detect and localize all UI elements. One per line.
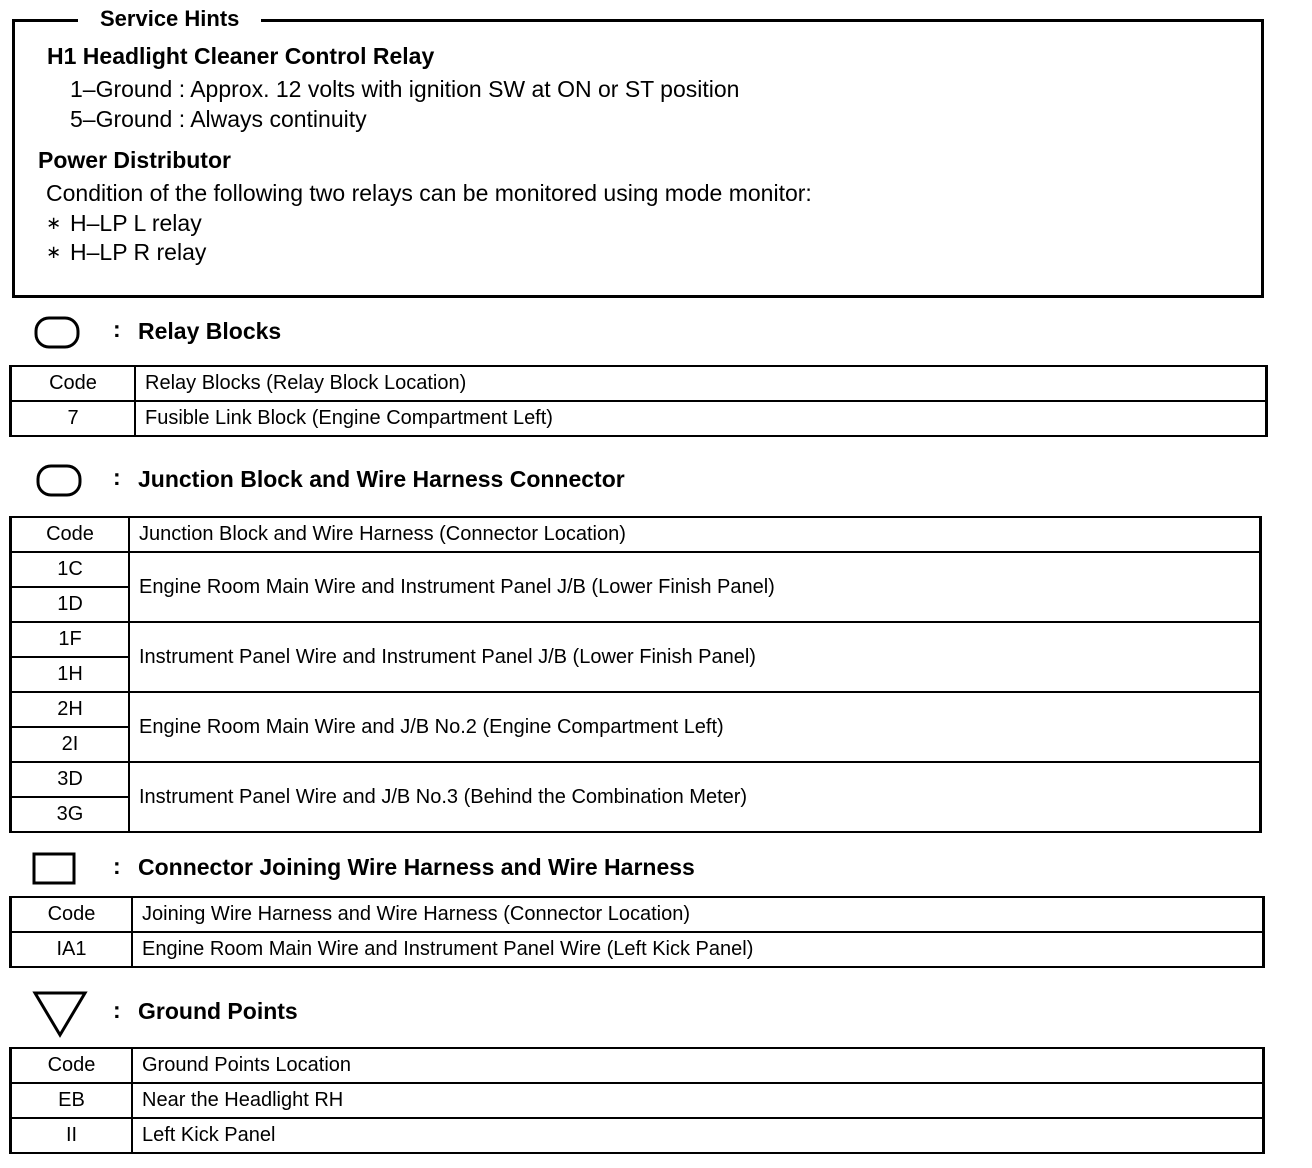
code-cell: EB bbox=[11, 1083, 133, 1118]
table-row bbox=[11, 1118, 1264, 1153]
h1-line-1: 1–Ground : Approx. 12 volts with ignition SW at ON or ST position bbox=[70, 76, 740, 102]
joining-connectors-title: Connector Joining Wire Harness and Wire Harness bbox=[138, 854, 695, 880]
colon: : bbox=[113, 464, 121, 490]
relay-item-2: H–LP R relay bbox=[70, 239, 207, 265]
description-cell: Engine Room Main Wire and Instrument Panel Wire (Left Kick Panel) bbox=[132, 932, 1264, 967]
bullet-icon: ∗ bbox=[46, 242, 62, 262]
rectangle-icon bbox=[32, 852, 78, 886]
power-distributor-text: Condition of the following two relays can be monitored using mode monitor: bbox=[46, 180, 812, 206]
description-cell: Fusible Link Block (Engine Compartment Left) bbox=[135, 401, 1267, 436]
relay-item-1: H–LP L relay bbox=[70, 210, 202, 236]
table-row bbox=[11, 1083, 1264, 1118]
table-header-row bbox=[11, 1048, 1264, 1083]
description-cell: Near the Headlight RH bbox=[132, 1083, 1264, 1118]
relay-blocks-title: Relay Blocks bbox=[138, 318, 282, 344]
table-row bbox=[11, 692, 1261, 727]
power-distributor-heading: Power Distributor bbox=[38, 147, 231, 173]
rounded-rectangle-icon bbox=[36, 464, 82, 498]
code-cell: 2I bbox=[11, 727, 130, 762]
table-header-row bbox=[11, 366, 1267, 401]
junction-blocks-title: Junction Block and Wire Harness Connector bbox=[138, 466, 625, 492]
code-cell: IA1 bbox=[11, 932, 133, 967]
description-cell: Left Kick Panel bbox=[132, 1118, 1264, 1153]
code-cell: 3D bbox=[11, 762, 130, 797]
table-row bbox=[11, 552, 1261, 587]
table-header-row bbox=[11, 517, 1261, 552]
description-header: Junction Block and Wire Harness (Connector Location) bbox=[129, 517, 1261, 552]
description-cell: Engine Room Main Wire and Instrument Panel J/B (Lower Finish Panel) bbox=[129, 552, 1261, 622]
colon: : bbox=[113, 316, 121, 342]
h1-line-2: 5–Ground : Always continuity bbox=[70, 106, 367, 132]
code-cell: 7 bbox=[11, 401, 136, 436]
code-cell: 1C bbox=[11, 552, 130, 587]
code-header: Code bbox=[11, 1048, 133, 1083]
down-triangle-icon bbox=[32, 990, 88, 1038]
table-header-row bbox=[11, 897, 1264, 932]
bullet-icon: ∗ bbox=[46, 213, 62, 233]
description-cell: Engine Room Main Wire and J/B No.2 (Engine Compartment Left) bbox=[129, 692, 1261, 762]
rounded-rectangle-icon bbox=[34, 316, 80, 350]
table-row bbox=[11, 622, 1261, 657]
colon: : bbox=[113, 853, 121, 879]
colon: : bbox=[113, 997, 121, 1023]
junction-blocks-table bbox=[9, 516, 1262, 833]
description-header: Joining Wire Harness and Wire Harness (Connector Location) bbox=[132, 897, 1264, 932]
table-row bbox=[11, 932, 1264, 967]
description-cell: Instrument Panel Wire and Instrument Panel J/B (Lower Finish Panel) bbox=[129, 622, 1261, 692]
relay-blocks-table bbox=[9, 365, 1268, 437]
description-header: Relay Blocks (Relay Block Location) bbox=[135, 366, 1267, 401]
ground-points-table bbox=[9, 1047, 1265, 1154]
ground-points-title: Ground Points bbox=[138, 998, 298, 1024]
code-cell: 1H bbox=[11, 657, 130, 692]
service-hints-title: Service Hints bbox=[78, 5, 261, 33]
table-row bbox=[11, 401, 1267, 436]
code-cell: 1D bbox=[11, 587, 130, 622]
joining-connectors-table bbox=[9, 896, 1265, 968]
description-header: Ground Points Location bbox=[132, 1048, 1264, 1083]
code-cell: II bbox=[11, 1118, 133, 1153]
code-cell: 3G bbox=[11, 797, 130, 832]
code-cell: 2H bbox=[11, 692, 130, 727]
h1-heading: H1 Headlight Cleaner Control Relay bbox=[47, 43, 435, 69]
code-header: Code bbox=[11, 366, 136, 401]
code-cell: 1F bbox=[11, 622, 130, 657]
code-header: Code bbox=[11, 897, 133, 932]
code-header: Code bbox=[11, 517, 130, 552]
description-cell: Instrument Panel Wire and J/B No.3 (Behind the Combination Meter) bbox=[129, 762, 1261, 832]
table-row bbox=[11, 762, 1261, 797]
